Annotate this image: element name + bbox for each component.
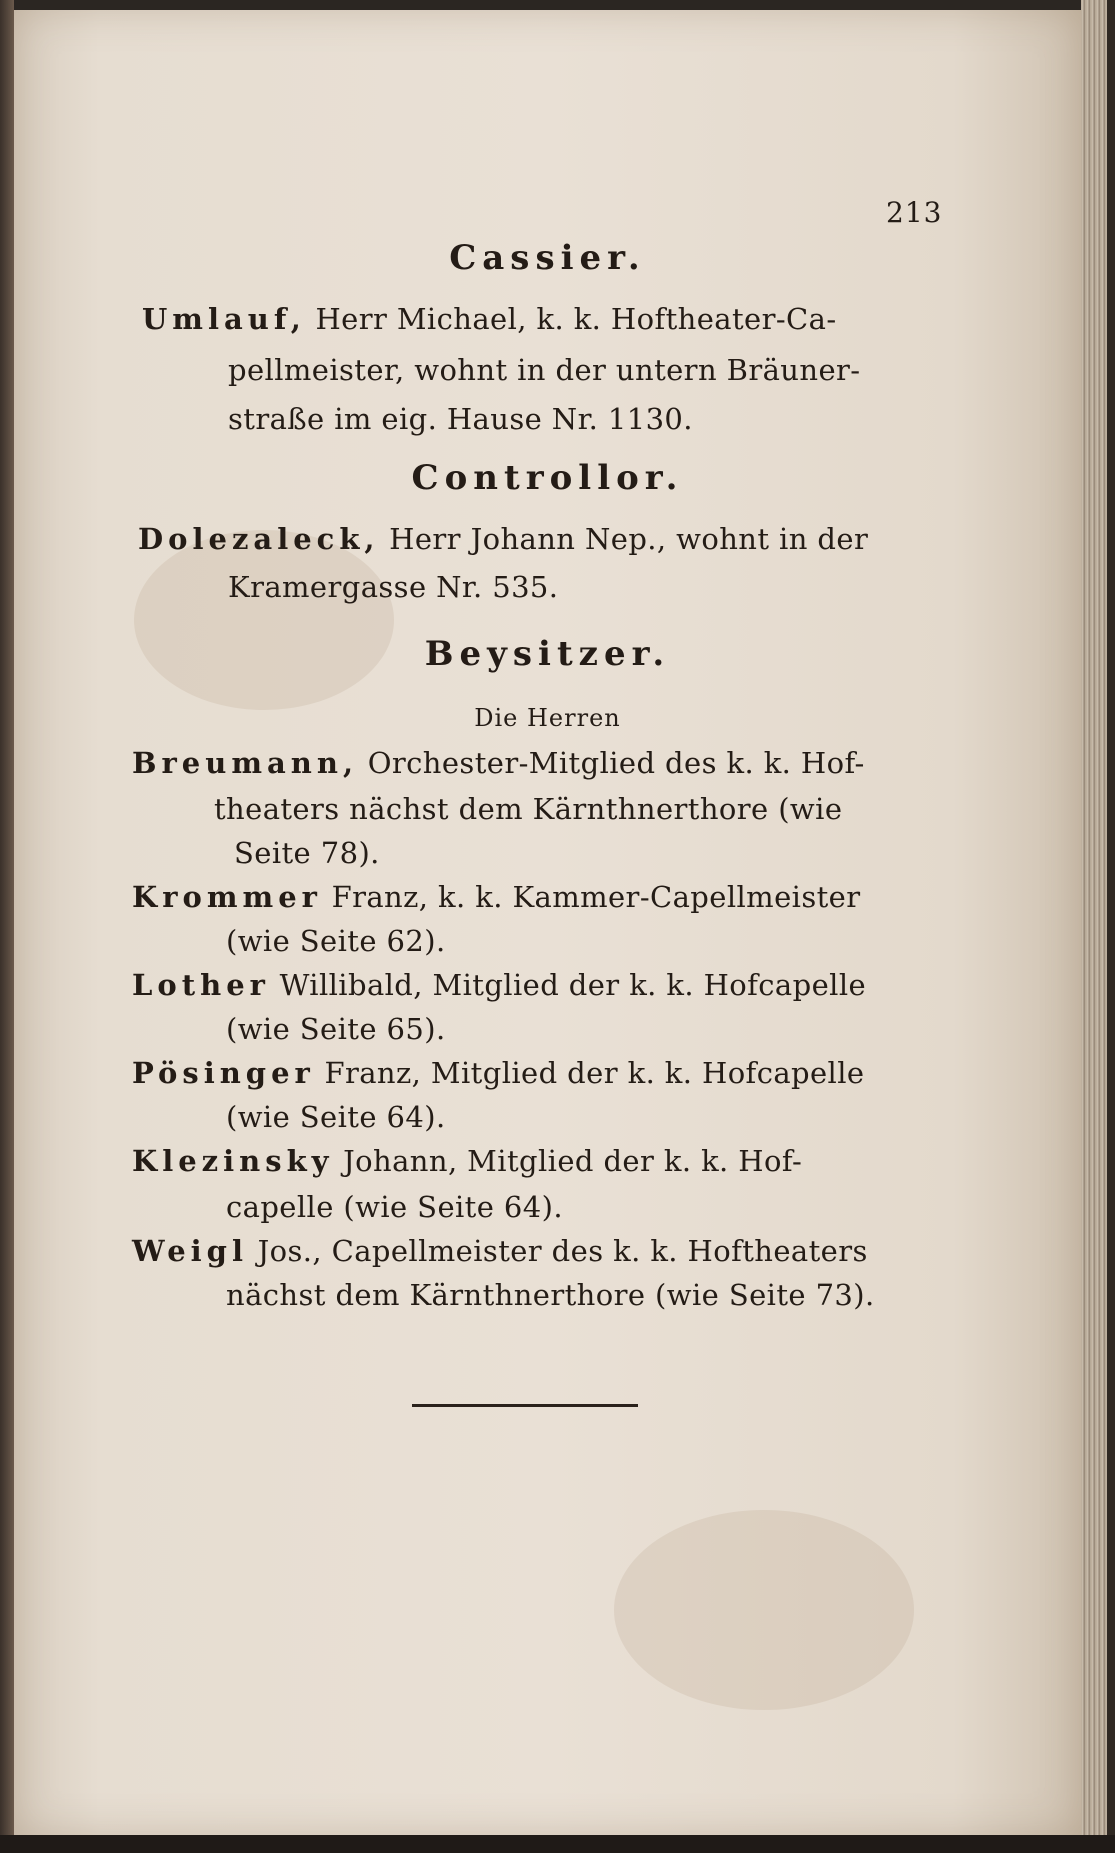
entry-text: Orchester-Mitglied des k. k. Hof- <box>367 746 865 780</box>
entry-klezinsky-line1 <box>132 1144 802 1178</box>
entry-weigl-line1 <box>132 1234 868 1268</box>
entry-name: Lother <box>132 968 270 1002</box>
entry-text: Johann, Mitglied der k. k. Hof- <box>343 1144 803 1178</box>
entry-poesinger-line1 <box>132 1056 864 1090</box>
entry-text: Willibald, Mitglied der k. k. Hofcapelle <box>279 968 867 1002</box>
entry-text: Franz, Mitglied der k. k. Hofcapelle <box>324 1056 865 1090</box>
end-rule <box>412 1404 638 1407</box>
section-title-controllor: Controllor. <box>411 458 684 498</box>
book-gutter <box>0 0 14 1853</box>
entry-name: Klezinsky <box>132 1144 334 1178</box>
section-title-beysitzer: Beysitzer. <box>424 634 671 674</box>
entry-name: Breumann, <box>132 746 359 780</box>
section-title-cassier: Cassier. <box>449 238 646 278</box>
page-number: 213 <box>886 196 943 229</box>
entry-text: Franz, k. k. Kammer-Capellmeister <box>331 880 861 914</box>
entry-name: Umlauf, <box>142 302 306 336</box>
entry-name: Pösinger <box>132 1056 315 1090</box>
entry-breumann-line3: Seite 78). <box>234 836 380 870</box>
entry-name: Dolezaleck, <box>138 522 380 556</box>
entry-klezinsky-line2: capelle (wie Seite 64). <box>226 1190 563 1224</box>
entry-umlauf-line3: straße im eig. Hause Nr. 1130. <box>228 402 693 436</box>
entry-breumann-line2: theaters nächst dem Kärnthnerthore (wie <box>214 792 843 826</box>
entry-dolezaleck-line2: Kramergasse Nr. 535. <box>228 570 559 604</box>
book-page <box>14 10 1081 1835</box>
section-subtitle: Die Herren <box>474 704 621 732</box>
entry-text: Herr Johann Nep., wohnt in der <box>389 522 869 556</box>
entry-text: Herr Michael, k. k. Hoftheater-Ca- <box>315 302 837 336</box>
entry-umlauf-line1 <box>142 302 837 336</box>
entry-breumann-line1 <box>132 746 865 780</box>
entry-krommer-line1 <box>132 880 860 914</box>
book-cover-edge <box>1107 0 1115 1853</box>
entry-weigl-line2: nächst dem Kärnthnerthore (wie Seite 73). <box>226 1278 875 1312</box>
paper-stain <box>134 530 394 710</box>
entry-name: Krommer <box>132 880 322 914</box>
entry-lother-line1 <box>132 968 866 1002</box>
entry-lother-line2: (wie Seite 65). <box>226 1012 446 1046</box>
entry-krommer-line2: (wie Seite 62). <box>226 924 446 958</box>
paper-stain <box>614 1510 914 1710</box>
book-bottom-edge <box>0 1835 1115 1853</box>
entry-text: Jos., Capellmeister des k. k. Hoftheaters <box>257 1234 868 1268</box>
entry-poesinger-line2: (wie Seite 64). <box>226 1100 446 1134</box>
entry-name: Weigl <box>132 1234 248 1268</box>
entry-dolezaleck-line1 <box>138 522 868 556</box>
entry-umlauf-line2: pellmeister, wohnt in der untern Bräuner- <box>228 353 861 387</box>
